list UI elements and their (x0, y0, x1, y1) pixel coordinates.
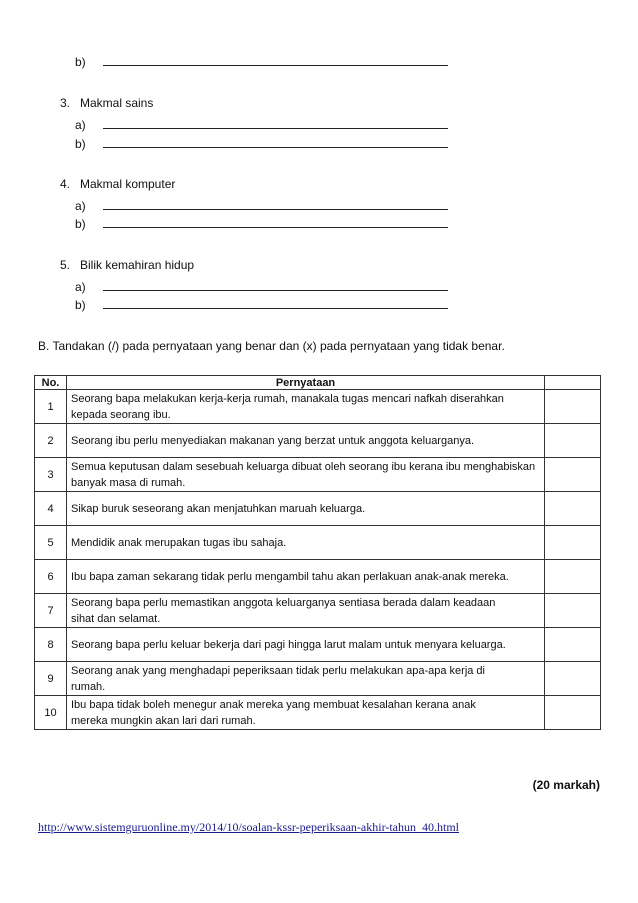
table-row (35, 594, 601, 628)
source-link[interactable]: http://www.sistemguruonline.my/2014/10/soalan-kssr-peperiksaan-akhir-tahun_40.html (38, 820, 460, 834)
item-label: a) (75, 199, 86, 213)
table-row (35, 492, 601, 526)
statement-line-2: rumah. (71, 680, 106, 693)
statement-line-1: Sikap buruk seseorang akan menjatuhkan maruah keluarga. (71, 502, 366, 515)
header-no: No. (35, 376, 67, 390)
question-3 (60, 96, 153, 110)
row-number: 5 (35, 526, 67, 560)
answer-line-5b[interactable] (75, 298, 455, 312)
item-label: b) (75, 217, 86, 231)
statement-line-2: sihat dan selamat. (71, 612, 161, 625)
answer-blank[interactable] (103, 298, 448, 309)
answer-line-3a[interactable] (75, 118, 455, 132)
answer-line-4b[interactable] (75, 217, 455, 231)
item-label: b) (75, 137, 86, 151)
question-number: 3. (60, 96, 71, 110)
row-statement (67, 424, 545, 458)
table-row (35, 424, 601, 458)
statement-line-1: Seorang bapa perlu memastikan anggota keluarganya sentiasa berada dalam keadaan (71, 596, 496, 609)
answer-mark-cell[interactable] (545, 424, 601, 458)
answer-mark-cell[interactable] (545, 458, 601, 492)
row-statement (67, 662, 545, 696)
row-number: 7 (35, 594, 67, 628)
total-marks: (20 markah) (532, 778, 600, 792)
row-statement (67, 594, 545, 628)
question-number: 5. (60, 258, 71, 272)
row-statement (67, 560, 545, 594)
answer-blank[interactable] (103, 199, 448, 210)
answer-blank[interactable] (103, 137, 448, 148)
table-header-row (35, 376, 601, 390)
row-number: 9 (35, 662, 67, 696)
answer-blank[interactable] (103, 217, 448, 228)
row-statement (67, 390, 545, 424)
statement-line-1: Seorang bapa perlu keluar bekerja dari pagi hingga larut malam untuk menyara keluarga. (71, 638, 506, 651)
row-number: 2 (35, 424, 67, 458)
table-row (35, 560, 601, 594)
question-title: Makmal komputer (80, 177, 176, 191)
answer-mark-cell[interactable] (545, 696, 601, 730)
answer-line-3b[interactable] (75, 137, 455, 151)
table-row (35, 662, 601, 696)
question-4 (60, 177, 175, 191)
item-label: b) (75, 298, 86, 312)
question-title: Bilik kemahiran hidup (80, 258, 195, 272)
statement-table (34, 375, 601, 730)
header-statement: Pernyataan (67, 376, 545, 390)
question-title: Makmal sains (80, 96, 154, 110)
answer-mark-cell[interactable] (545, 390, 601, 424)
answer-line-5a[interactable] (75, 280, 455, 294)
table-row (35, 628, 601, 662)
table-row (35, 458, 601, 492)
row-statement (67, 492, 545, 526)
row-number: 6 (35, 560, 67, 594)
statement-line-1: Ibu bapa tidak boleh menegur anak mereka yang membuat kesalahan kerana anak (71, 698, 476, 711)
item-label: b) (75, 55, 86, 69)
answer-blank[interactable] (103, 55, 448, 66)
answer-line-2b[interactable] (75, 55, 455, 69)
statement-line-2: banyak masa di rumah. (71, 476, 186, 489)
question-number: 4. (60, 177, 71, 191)
statement-line-2: kepada seorang ibu. (71, 408, 171, 421)
statement-line-1: Ibu bapa zaman sekarang tidak perlu mengambil tahu akan perlakuan anak-anak mereka. (71, 570, 509, 583)
table-row (35, 526, 601, 560)
row-number: 10 (35, 696, 67, 730)
answer-mark-cell[interactable] (545, 492, 601, 526)
question-5 (60, 258, 194, 272)
header-mark (545, 376, 601, 390)
table-row (35, 390, 601, 424)
table-row (35, 696, 601, 730)
statement-line-1: Seorang bapa melakukan kerja-kerja rumah, manakala tugas mencari nafkah diserahkan (71, 392, 504, 405)
row-statement (67, 458, 545, 492)
statement-line-2: mereka mungkin akan lari dari rumah. (71, 714, 256, 727)
row-number: 3 (35, 458, 67, 492)
answer-blank[interactable] (103, 280, 448, 291)
row-statement (67, 628, 545, 662)
statement-line-1: Seorang anak yang menghadapi peperiksaan tidak perlu melakukan apa-apa kerja di (71, 664, 485, 677)
row-number: 8 (35, 628, 67, 662)
answer-mark-cell[interactable] (545, 594, 601, 628)
statement-line-1: Semua keputusan dalam sesebuah keluarga dibuat oleh seorang ibu kerana ibu menghabiskan (71, 460, 536, 473)
item-label: a) (75, 280, 86, 294)
statement-line-1: Mendidik anak merupakan tugas ibu sahaja. (71, 536, 287, 549)
answer-mark-cell[interactable] (545, 628, 601, 662)
statement-line-1: Seorang ibu perlu menyediakan makanan yang berzat untuk anggota keluarganya. (71, 434, 474, 447)
row-statement (67, 526, 545, 560)
answer-line-4a[interactable] (75, 199, 455, 213)
answer-mark-cell[interactable] (545, 560, 601, 594)
row-number: 1 (35, 390, 67, 424)
answer-mark-cell[interactable] (545, 662, 601, 696)
row-number: 4 (35, 492, 67, 526)
item-label: a) (75, 118, 86, 132)
answer-mark-cell[interactable] (545, 526, 601, 560)
section-b-instruction: B. Tandakan (/) pada pernyataan yang benar dan (x) pada pernyataan yang tidak benar. (38, 339, 505, 353)
answer-blank[interactable] (103, 118, 448, 129)
row-statement (67, 696, 545, 730)
